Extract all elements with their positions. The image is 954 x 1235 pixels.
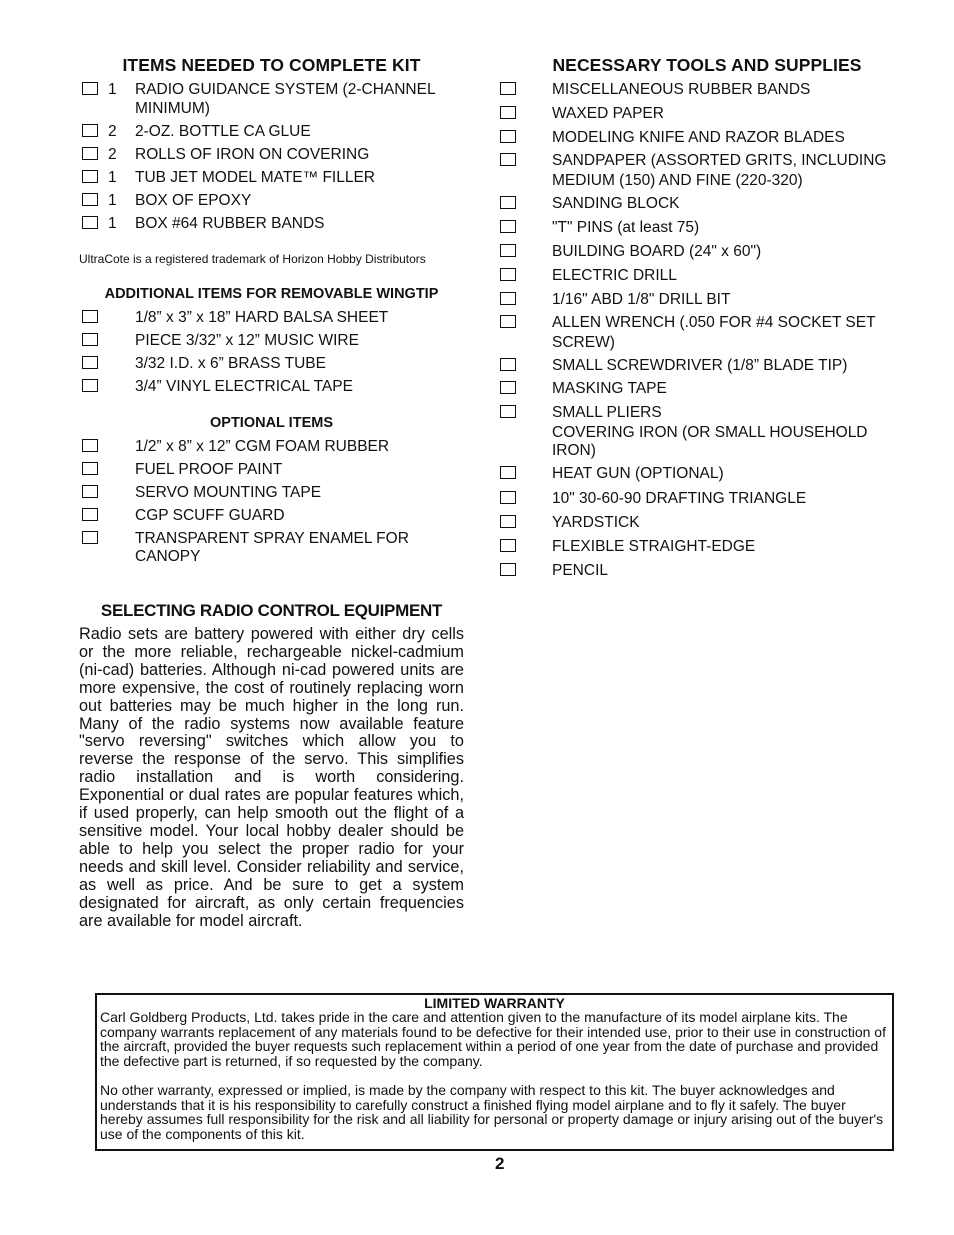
item-text: SANDING BLOCK bbox=[552, 195, 680, 212]
checkbox[interactable] bbox=[500, 466, 516, 479]
warranty-paragraph-2: No other warranty, expressed or implied, is made by the company with respect to this kit. The buyer acknowledges and understands that it is his responsibility to carefully construct a finished flying model airplane and to fly it safely. The buyer hereby assumes full responsibility for the risk and all liability for personal or property damage or injury arising out of the buyer's use of the components of this kit. bbox=[100, 1081, 884, 1142]
item-text-cont: MEDIUM (150) AND FINE (220-320) bbox=[552, 172, 803, 189]
item-text: BUILDING BOARD (24" x 60") bbox=[552, 243, 762, 260]
item-text: 10" 30-60-90 DRAFTING TRIANGLE bbox=[552, 490, 807, 507]
checkbox[interactable] bbox=[82, 147, 98, 160]
item-text-cont: IRON) bbox=[552, 442, 596, 459]
item-text: MASKING TAPE bbox=[552, 380, 667, 397]
checkbox[interactable] bbox=[82, 531, 98, 544]
item-text: SANDPAPER (ASSORTED GRITS, INCLUDING bbox=[552, 152, 887, 169]
checkbox[interactable] bbox=[82, 356, 98, 369]
wingtip-heading: ADDITIONAL ITEMS FOR REMOVABLE WINGTIP bbox=[104, 286, 439, 302]
item-text: BOX #64 RUBBER BANDS bbox=[135, 215, 325, 232]
item-text: MISCELLANEOUS RUBBER BANDS bbox=[552, 81, 811, 98]
item-text: SERVO MOUNTING TAPE bbox=[135, 484, 322, 501]
checkbox[interactable] bbox=[500, 196, 516, 209]
item-text: YARDSTICK bbox=[552, 514, 640, 531]
item-text: ROLLS OF IRON ON COVERING bbox=[135, 146, 370, 163]
checkbox[interactable] bbox=[500, 358, 516, 371]
item-text: 2-OZ. BOTTLE CA GLUE bbox=[135, 123, 311, 140]
item-text: 1/8” x 3” x 18” HARD BALSA SHEET bbox=[135, 309, 389, 326]
checkbox[interactable] bbox=[82, 439, 98, 452]
quantity: 1 bbox=[108, 81, 117, 98]
checkbox[interactable] bbox=[500, 106, 516, 119]
page-number: 2 bbox=[495, 1154, 505, 1173]
checkbox[interactable] bbox=[82, 379, 98, 392]
item-text: PENCIL bbox=[552, 562, 608, 579]
checkbox[interactable] bbox=[82, 82, 98, 95]
trademark-note: UltraCote is a registered trademark of Horizon Hobby Distributors bbox=[79, 252, 426, 266]
kit-heading: ITEMS NEEDED TO COMPLETE KIT bbox=[122, 55, 421, 75]
checkbox[interactable] bbox=[500, 563, 516, 576]
checkbox[interactable] bbox=[82, 193, 98, 206]
item-text: 3/4” VINYL ELECTRICAL TAPE bbox=[135, 378, 353, 395]
item-text: SMALL PLIERS bbox=[552, 404, 662, 421]
checkbox[interactable] bbox=[500, 130, 516, 143]
checkbox[interactable] bbox=[500, 491, 516, 504]
checkbox[interactable] bbox=[500, 220, 516, 233]
checkbox[interactable] bbox=[500, 315, 516, 328]
warranty-box bbox=[95, 993, 894, 1151]
checkbox[interactable] bbox=[500, 381, 516, 394]
quantity: 1 bbox=[108, 169, 117, 186]
item-text: TRANSPARENT SPRAY ENAMEL FOR bbox=[135, 530, 409, 547]
item-text: ALLEN WRENCH (.050 FOR #4 SOCKET SET bbox=[552, 314, 876, 331]
item-text: CGP SCUFF GUARD bbox=[135, 507, 285, 524]
quantity: 2 bbox=[108, 123, 117, 140]
checkbox[interactable] bbox=[82, 216, 98, 229]
item-text: WAXED PAPER bbox=[552, 105, 664, 122]
checkbox[interactable] bbox=[500, 82, 516, 95]
quantity: 1 bbox=[108, 192, 117, 209]
item-text-cont: MINIMUM) bbox=[135, 100, 210, 117]
checkbox[interactable] bbox=[500, 244, 516, 257]
item-text: "T" PINS (at least 75) bbox=[552, 219, 700, 236]
radio-paragraph: Radio sets are battery powered with either dry cells or the more reliable, rechargeable nickel-cadmium (ni-cad) batteries. Although ni-cad powered units are more expensive, the cost of routinely replacing worn out batteries may be much higher in the long run. Many of the radio systems now available feature "servo reversing" switches which allow you to reverse the response of the servo. This simplifies radio installation and is worth considering. Exponential or dual rates are popular features which, if used properly, can help smooth out the flight of a sensitive model. Your local hobby dealer should be able to help you select the proper radio for your needs and skill level. Consider reliability and service, as well as price. And be sure to get a system designated for aircraft, as only certain frequencies are available for model aircraft. bbox=[79, 625, 464, 930]
item-text: RADIO GUIDANCE SYSTEM (2-CHANNEL bbox=[135, 81, 436, 98]
checkbox[interactable] bbox=[500, 405, 516, 418]
warranty-paragraph-1: Carl Goldberg Products, Ltd. takes pride in the care and attention given to the manufacture of its model airplane kits. The company warrants replacement of any materials found to be defective for their intended use, prior to their use in construction of the aircraft, provided the buyer requests such replacement within a period of one year from the date of purchase and provided the defective part is returned, if so requested by the company. bbox=[100, 1009, 886, 1070]
item-text: 1/16" ABD 1/8" DRILL BIT bbox=[552, 291, 731, 308]
checkbox[interactable] bbox=[82, 310, 98, 323]
checkbox[interactable] bbox=[82, 170, 98, 183]
item-text: SMALL SCREWDRIVER (1/8” BLADE TIP) bbox=[552, 357, 848, 374]
checkbox[interactable] bbox=[82, 485, 98, 498]
checkbox[interactable] bbox=[82, 124, 98, 137]
item-text: BOX OF EPOXY bbox=[135, 192, 252, 209]
checkbox[interactable] bbox=[500, 268, 516, 281]
quantity: 2 bbox=[108, 146, 117, 163]
warranty-title: LIMITED WARRANTY bbox=[424, 995, 565, 1011]
item-text: 1/2” x 8” x 12” CGM FOAM RUBBER bbox=[135, 438, 390, 455]
radio-heading: SELECTING RADIO CONTROL EQUIPMENT bbox=[100, 601, 443, 620]
item-text: MODELING KNIFE AND RAZOR BLADES bbox=[552, 129, 845, 146]
checkbox[interactable] bbox=[500, 539, 516, 552]
item-text: 3/32 I.D. x 6” BRASS TUBE bbox=[135, 355, 326, 372]
item-text: PIECE 3/32” x 12” MUSIC WIRE bbox=[135, 332, 359, 349]
item-text: FUEL PROOF PAINT bbox=[135, 461, 283, 478]
checkbox[interactable] bbox=[500, 292, 516, 305]
checkbox[interactable] bbox=[82, 462, 98, 475]
quantity: 1 bbox=[108, 215, 117, 232]
item-text: HEAT GUN (OPTIONAL) bbox=[552, 465, 724, 482]
item-text: ELECTRIC DRILL bbox=[552, 267, 677, 284]
checkbox[interactable] bbox=[82, 508, 98, 521]
tools-heading: NECESSARY TOOLS AND SUPPLIES bbox=[552, 55, 862, 75]
item-text: TUB JET MODEL MATE™ FILLER bbox=[135, 169, 376, 186]
checkbox[interactable] bbox=[500, 515, 516, 528]
checkbox[interactable] bbox=[500, 153, 516, 166]
checkbox[interactable] bbox=[82, 333, 98, 346]
item-text-cont: SCREW) bbox=[552, 334, 615, 351]
optional-heading: OPTIONAL ITEMS bbox=[210, 415, 333, 431]
item-text: FLEXIBLE STRAIGHT-EDGE bbox=[552, 538, 756, 555]
item-text-cont: COVERING IRON (OR SMALL HOUSEHOLD bbox=[552, 424, 868, 441]
item-text-cont: CANOPY bbox=[135, 548, 201, 565]
